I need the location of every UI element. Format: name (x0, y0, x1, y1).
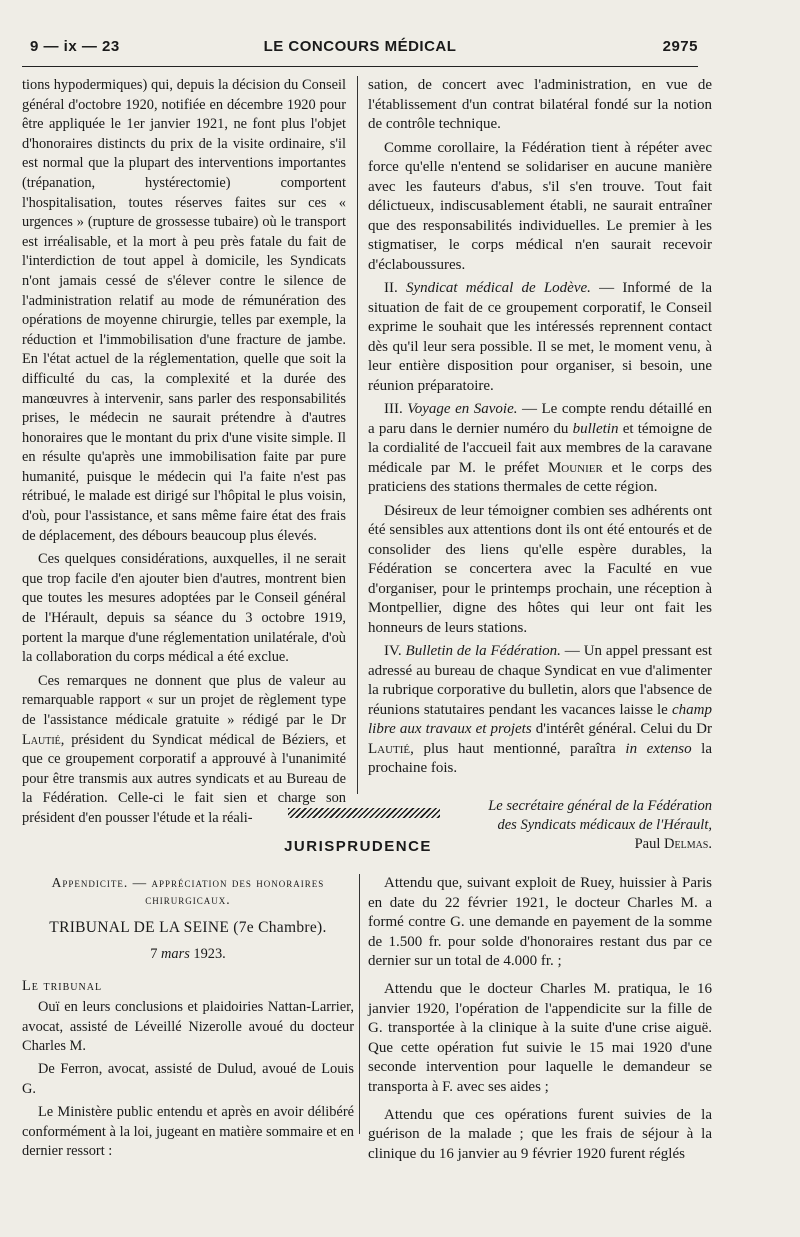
text-run: d'intérêt général. Celui du (531, 721, 697, 737)
column-divider (357, 76, 358, 794)
bottom-right-column (368, 874, 712, 1162)
text-run: champ libre aux travaux et projets (368, 701, 712, 737)
paragraph: Attendu que ces opérations furent suivies de la guérison de la malade ; que les frais de séjour à la clinique du 16 janvier au 9 février 1920 furent réglés (368, 1106, 712, 1162)
paragraph: Attendu que le docteur Charles M. pratiqua, le 16 janvier 1920, l'opération de l'appendicite sur la fille de G. transportée à la clinique à la suite d'une crise aiguë. Que cette opération fut suivie le 15 mai 1920 d'une seconde intervention pour laquelle le demandeur se transporta à F. avec ses aides ; (368, 980, 712, 1095)
paragraph: Attendu que, suivant exploit de Ruey, huissier à Paris en date du 22 février 1921, le docteur Charles M. a formé contre G. une demande en payement de la somme de 1.500 fr. pour solde d'honoraires restant dus par ce dernier sur un total de 4.000 fr. ; (368, 875, 712, 970)
bottom-left-column (22, 874, 354, 1160)
paragraph: tions hypodermiques) qui, depuis la décision du Conseil général d'octobre 1920, notifiée en décembre 1920 pour être appliquée le 1er janvier 1921, ne font plus l'objet d'honoraires distincts du prix de la visite ordinaire, s'il est normal que la plupart des interventions importantes (trépanation, hystérectomie) comportent l'hospitalisation, toutes réserves faites sur ces « urgences » (rupture de grossesse tubaire) où le transport est irréalisable, et la mort à peu près fatale du fait de l'interdiction de tout appel à domicile, les Syndicats n'ont jamais cessé de s'élever contre le silence de l'administration relatif au mode de rémunération des opérations de moyenne chirurgie, telles par exemple, la réduction et l'immobilisation d'une fracture de jambe. En l'état actuel de la réglementation, quelle que soit la difficulté du cas, la complexité et la durée des manœuvres à intervenir, sans parler des responsabilités prises, le médecin ne saurait prétendre à d'autres honoraires que le montant du prix d'une visite simple. Il en résulte qu'après une immobilisation faite par pure humanité, puisque le médecin qui l'a faite n'est pas rétribué, le malade est dirigé sur l'hôpital le plus voisin, d'où, pour l'assistance, et sans même faire état des frais de déplacement, des débours beaucoup plus élevés. (22, 77, 346, 544)
text-run: Dr (330, 712, 346, 728)
text-run: , président du Syndicat médical de Béziers, et que ce groupement corporatif a approuvé à l'unanimité pour être transmis aux autres syndicats et au Bureau de la Fédération. Celle-ci le fait sien et charge son président d'en pousser l'étude et la réali- (22, 731, 346, 826)
text-run: et le corps des praticiens des stations thermales de cette région. (368, 459, 713, 495)
text-run: Paul (634, 835, 664, 852)
text-run: 7 (150, 946, 161, 963)
paragraph: Ouï en leurs conclusions et plaidoiries Nattan-Larrier, avocat, assisté de Léveillé Nizerolle avoué du docteur Charles M. (22, 999, 354, 1055)
text-run: Dr (696, 721, 712, 737)
author-name: Lautié (368, 740, 411, 757)
paragraph: sation, de concert avec l'administration, en vue de l'établissement d'un contrat bilatéral fondé sur la notion de contrôle technique. (368, 77, 712, 132)
paragraph (368, 279, 712, 396)
subsection-title: Voyage en Savoie. (407, 401, 518, 417)
page-number: 2975 (662, 38, 698, 55)
author-name: Lautié (22, 731, 61, 748)
section-ornament (288, 808, 440, 818)
text-run: II. (384, 280, 406, 296)
text-run: Delmas. (664, 835, 712, 852)
text-run: — Le compte rendu détaillé en a paru dans le dernier numéro du (368, 401, 712, 437)
text-run: — Un appel pressant est adressé au bureau de chaque Syndicat en vue d'alimenter la rubrique corporative du bulletin, alors que l'absence de réunions statutaires pendant les vacances laisse le (368, 643, 712, 718)
court-name: TRIBUNAL DE LA SEINE (7e Chambre). (49, 919, 327, 936)
header-rule (22, 66, 698, 67)
paragraph: Ces quelques considérations, auxquelles, il ne serait que trop facile d'en ajouter bien d'autres, montrent bien que toutes les mesures adoptées par le Conseil général de l'Hérault, depuis sa séance du 3 octobre 1919, portent la marque d'une réglementation unilatérale, d'où la collaboration du corps médical a été exclue. (22, 551, 346, 666)
paragraph (22, 672, 346, 829)
paragraph (368, 642, 712, 779)
signature-line: des Syndicats médicaux de l'Hérault, (497, 816, 712, 833)
text-run: , plus haut mentionné, paraîtra (410, 740, 626, 757)
paragraph: Comme corollaire, la Fédération tient à répéter avec force qu'elle n'entend se solidariser en aucune manière avec les fauteurs d'abus, s'il s'en trouve. Tout fait délictueux, indiscusablement établi, ne saurait entraîner que des responsabilités individuelles. Le premier à les stigmatiser, le corps médical n'en saurait recevoir d'éclaboussures. (368, 139, 712, 273)
top-right-column (368, 76, 713, 852)
top-left-column (22, 76, 346, 826)
text-run: — Informé de la situation de fait de ce groupement corporatif, le Conseil exprime le souhait que les intéressés reprennent contact dès qu'il leur sera possible. Il se met, le moment venu, à leur entière disposition pour organiser, si besoin, une réunion préparatoire. (368, 280, 713, 394)
page-header (22, 34, 698, 60)
paragraph (368, 400, 712, 498)
paragraph: Désireux de leur témoigner combien ses adhérents ont été sensibles aux attentions dont ils ont été entourés et de consolider des liens qu'elle espère durables, la Fédération se concertera avec la Faculté en vue d'organiser, pour le printemps prochain, une réception à Montpellier, digne des hôtes qui leur ont fait les honneurs de leurs stations. (368, 502, 712, 636)
text-run: bulletin (572, 420, 619, 437)
text-run: Ces remarques ne donnent que plus de valeur au remarquable rapport « sur un projet de règlement type de l'assistance médicale gratuite » rédigé par le (22, 672, 346, 728)
text-run: et témoigne de la cordialité de l'accueil fait aux membres de la caravane médicale par M. le préfet (368, 420, 712, 476)
text-run: mars (161, 946, 190, 963)
section-title: JURISPRUDENCE (284, 838, 432, 855)
tribunal-label: Le tribunal (22, 977, 103, 994)
case-heading: Appendicite. — appréciation des honoraires chirurgicaux. (51, 875, 325, 907)
journal-title: LE CONCOURS MÉDICAL (263, 38, 457, 55)
subsection-title: Syndicat médical de Lodève. (405, 280, 591, 296)
judgment-date (22, 945, 354, 964)
text-run: la prochaine fois. (368, 740, 713, 776)
paragraph: De Ferron, avocat, assisté de Dulud, avoué de Louis G. (22, 1061, 354, 1097)
text-run: 1923. (189, 946, 226, 963)
text-run: in extenso (625, 740, 692, 757)
person-name: Mounier (547, 459, 603, 476)
subsection-title: Bulletin de la Fédération. (405, 643, 561, 659)
signature-line: Le secrétaire général de la Fédération (488, 797, 712, 814)
paragraph: Le Ministère public entendu et après en avoir délibéré conformément à la loi, jugeant en matière sommaire et en dernier ressort : (22, 1104, 354, 1160)
column-divider (359, 874, 360, 1134)
text-run: IV. (384, 643, 406, 659)
text-run: III. (384, 401, 408, 417)
issue-number: 9 — ix — 23 (30, 38, 120, 55)
